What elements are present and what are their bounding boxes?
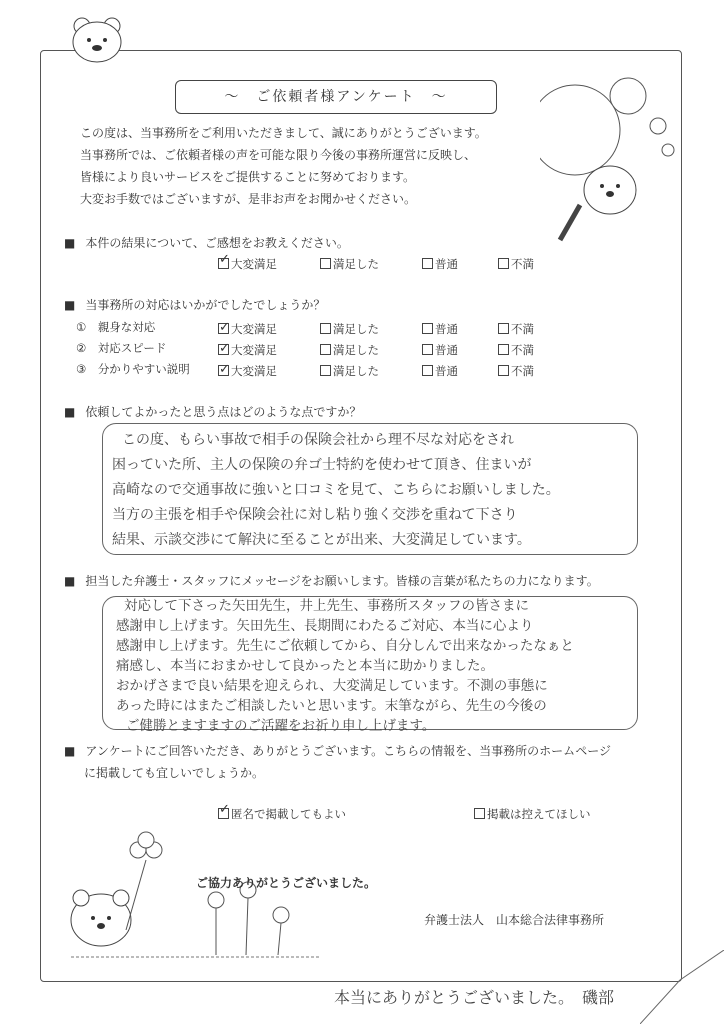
q3-handwritten-answer[interactable] (112, 428, 560, 553)
checkbox[interactable] (218, 808, 229, 819)
q2-row-1-very-satisfied[interactable] (218, 319, 277, 340)
checkbox[interactable] (422, 258, 433, 269)
intro-line: この度は、当事務所をご利用いただきまして、誠にありがとうございます。 (80, 126, 487, 140)
question-5-label-cont: に掲載しても宜しいでしょうか。 (84, 766, 265, 780)
intro-line: 当事務所では、ご依頼者様の声を可能な限り今後の事務所運営に反映し、 (80, 148, 477, 162)
answer-line: ご健勝とますますのご活躍をお祈り申し上げます。 (126, 718, 436, 734)
checkbox[interactable] (422, 344, 433, 355)
q2-row-1 (76, 319, 155, 335)
q1-option-satisfied[interactable] (320, 256, 379, 272)
q2-satisfied-option[interactable] (320, 319, 379, 340)
option-label: 普通 (435, 364, 458, 378)
page-curl-corner (640, 950, 724, 1024)
answer-line: 感謝申し上げます。矢田先生、長期間にわたるご対応、本当に心より (116, 618, 534, 634)
answer-line: 当方の主張を相手や保険会社に対し粘り強く交渉を重ねて下さり (112, 507, 518, 523)
option-label: 普通 (435, 343, 458, 357)
answer-line: 高崎なので交通事故に強いと口コミを見て、こちらにお願いしました。 (112, 482, 560, 498)
q2-dissatisfied-option[interactable] (498, 361, 534, 382)
option-label: 満足した (333, 364, 379, 378)
q1-option-dissatisfied[interactable] (498, 256, 534, 272)
option-label: 満足した (333, 322, 379, 336)
checkbox[interactable] (498, 344, 509, 355)
option-label: 大変満足 (231, 343, 277, 357)
q2-very-satisfied-column (218, 319, 277, 382)
row-label: 親身な対応 (97, 320, 156, 334)
q2-dissatisfied-column (498, 319, 534, 382)
bear-with-pencil-illustration (540, 70, 680, 250)
answer-line: 対応して下さった矢田先生，井上先生、事務所スタッフの皆さまに (124, 598, 529, 614)
option-label: 不満 (511, 364, 534, 378)
q1-option-normal[interactable] (422, 256, 458, 272)
answer-line: 痛感し、本当におまかせして良かったと本当に助かりました。 (116, 658, 494, 674)
answer-line: おかげさまで良い結果を迎えられ、大変満足しています。不測の事態に (116, 678, 548, 694)
q2-row-3-very-satisfied[interactable] (218, 361, 277, 382)
handwritten-signature: 本当にありがとうございました。 磯部 (334, 988, 615, 1007)
checkbox[interactable] (218, 365, 229, 376)
checkbox[interactable] (320, 323, 331, 334)
checkbox[interactable] (218, 344, 229, 355)
row-label: 対応スピード (97, 341, 167, 355)
thank-you-message: ご協力ありがとうございました。 (196, 876, 377, 890)
row-number: ① (76, 320, 87, 334)
answer-line: 結果、示談交渉にて解決に至ることが出来、大変満足しています。 (112, 532, 531, 548)
question-4-label: ■ 担当した弁護士・スタッフにメッセージをお願いします。皆様の言葉が私たちの力になります。 (64, 572, 599, 589)
row-number: ② (76, 341, 87, 355)
checkbox[interactable] (218, 258, 229, 269)
answer-line: 困っていた所、主人の保険の弁ゴ士特約を使わせて頂き、住まいが (112, 457, 532, 473)
q1-option-very-satisfied[interactable] (218, 256, 277, 272)
q2-normal-option[interactable] (422, 361, 458, 382)
option-label: 掲載は控えてほしい (487, 807, 591, 821)
checkbox[interactable] (422, 323, 433, 334)
checkbox[interactable] (498, 365, 509, 376)
q2-satisfied-option[interactable] (320, 340, 379, 361)
checkbox[interactable] (218, 323, 229, 334)
option-label: 不満 (511, 257, 534, 271)
checkbox[interactable] (320, 258, 331, 269)
bear-illustration-top (62, 12, 132, 67)
option-label: 不満 (511, 322, 534, 336)
q2-normal-option[interactable] (422, 340, 458, 361)
intro-text (80, 122, 487, 210)
row-number: ③ (76, 362, 87, 376)
row-label: 分かりやすい説明 (97, 362, 190, 376)
option-label: 満足した (333, 343, 379, 357)
question-1-label: ■ 本件の結果について、ご感想をお教えください。 (64, 234, 349, 251)
intro-line: 大変お手数ではございますが、是非お声をお聞かせください。 (80, 192, 417, 206)
question-5-label: ■ アンケートにご回答いただき、ありがとうございます。こちらの情報を、当事務所のホームページ (64, 742, 611, 759)
question-2-label: ■ 当事務所の対応はいかがでしたでしょうか？ (64, 296, 325, 313)
q2-dissatisfied-option[interactable] (498, 319, 534, 340)
option-label: 普通 (435, 257, 458, 271)
answer-line: この度、もらい事故で相手の保険会社から理不尽な対応をされ (122, 432, 514, 448)
q5-option-anonymous[interactable] (218, 806, 346, 822)
q2-normal-option[interactable] (422, 319, 458, 340)
checkbox[interactable] (498, 323, 509, 334)
firm-name: 弁護士法人 山本総合法律事務所 (424, 913, 605, 927)
checkbox[interactable] (422, 365, 433, 376)
page-title: ～ ご依頼者様アンケート ～ (175, 80, 497, 114)
option-label: 不満 (511, 343, 534, 357)
q2-row-3 (76, 361, 190, 377)
option-label: 普通 (435, 322, 458, 336)
option-label: 満足した (333, 257, 379, 271)
q2-row-2 (76, 340, 166, 356)
checkbox[interactable] (320, 365, 331, 376)
q2-satisfied-option[interactable] (320, 361, 379, 382)
bear-with-clover-illustration (66, 830, 326, 970)
q5-option-decline[interactable] (474, 806, 591, 822)
option-label: 大変満足 (231, 364, 277, 378)
checkbox[interactable] (320, 344, 331, 355)
answer-line: 感謝申し上げます。先生にご依頼してから、自分しんで出来なかったなぁと (116, 638, 574, 654)
q2-satisfied-column (320, 319, 379, 382)
checkbox[interactable] (498, 258, 509, 269)
q4-handwritten-answer[interactable] (116, 596, 574, 736)
q2-dissatisfied-option[interactable] (498, 340, 534, 361)
option-label: 大変満足 (231, 322, 277, 336)
checkbox[interactable] (474, 808, 485, 819)
question-3-label: ■ 依頼してよかったと思う点はどのような点ですか？ (64, 403, 361, 420)
answer-line: あった時にはまたご相談したいと思います。末筆ながら、先生の今後の (116, 698, 547, 714)
intro-line: 皆様により良いサービスをご提供することに努めております。 (80, 170, 416, 184)
q2-row-2-very-satisfied[interactable] (218, 340, 277, 361)
q2-normal-column (422, 319, 458, 382)
option-label: 匿名で掲載してもよい (231, 807, 346, 821)
option-label: 大変満足 (231, 257, 277, 271)
